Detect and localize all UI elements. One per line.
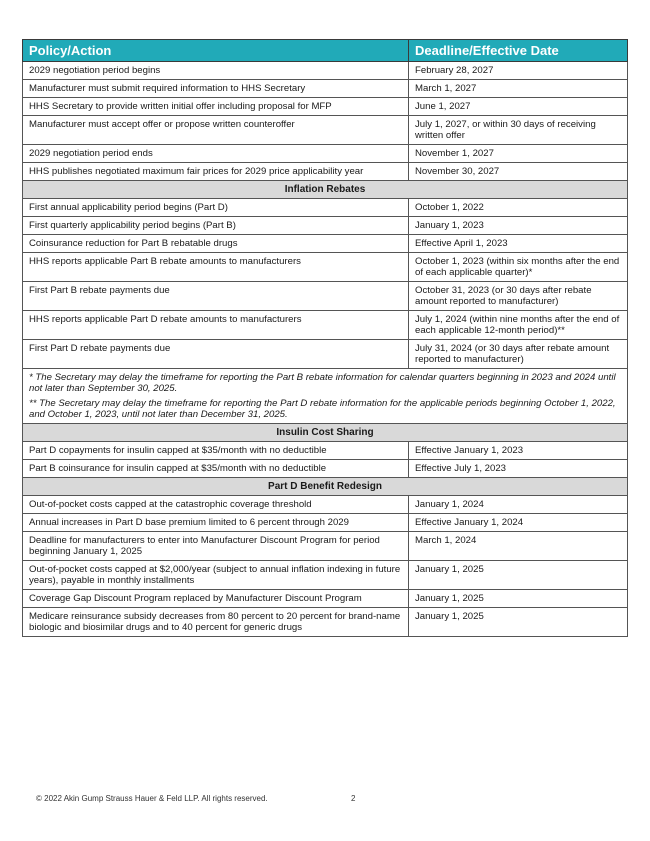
- policy-cell: Out-of-pocket costs capped at $2,000/year (subject to annual inflation indexing in future years), payable in monthly installments: [23, 561, 409, 590]
- table-row: [23, 340, 628, 369]
- table-row: [23, 608, 628, 637]
- table-row: [23, 217, 628, 235]
- table-row: [23, 460, 628, 478]
- date-cell: November 30, 2027: [409, 163, 628, 181]
- policy-cell: First annual applicability period begins (Part D): [23, 199, 409, 217]
- table-row: [23, 199, 628, 217]
- footnote-part-b: * The Secretary may delay the timeframe for reporting the Part B rebate information for calendar quarters beginning in 2023 and 2024 until not later than September 30, 2025.: [29, 372, 616, 394]
- date-cell: June 1, 2027: [409, 98, 628, 116]
- footnote-row: [23, 369, 628, 424]
- date-cell: January 1, 2023: [409, 217, 628, 235]
- date-cell: July 31, 2024 (or 30 days after rebate amount reported to manufacturer): [409, 340, 628, 369]
- date-cell: July 1, 2024 (within nine months after the end of each applicable 12-month period)**: [409, 311, 628, 340]
- page-number: 2: [351, 794, 356, 803]
- footnote-cell: [23, 369, 628, 424]
- date-cell: Effective January 1, 2023: [409, 442, 628, 460]
- policy-cell: HHS publishes negotiated maximum fair prices for 2029 price applicability year: [23, 163, 409, 181]
- table-row: [23, 116, 628, 145]
- section-title-part-d-benefit-redesign: Part D Benefit Redesign: [23, 478, 628, 496]
- policy-cell: 2029 negotiation period begins: [23, 62, 409, 80]
- policy-cell: HHS Secretary to provide written initial offer including proposal for MFP: [23, 98, 409, 116]
- policy-cell: HHS reports applicable Part B rebate amounts to manufacturers: [23, 253, 409, 282]
- policy-cell: First Part B rebate payments due: [23, 282, 409, 311]
- section-title-inflation-rebates: Inflation Rebates: [23, 181, 628, 199]
- table-row: [23, 235, 628, 253]
- date-cell: Effective July 1, 2023: [409, 460, 628, 478]
- section-header-row: [23, 424, 628, 442]
- date-cell: October 1, 2022: [409, 199, 628, 217]
- date-cell: Effective April 1, 2023: [409, 235, 628, 253]
- footer-copyright: © 2022 Akin Gump Strauss Hauer & Feld LLP. All rights reserved.: [36, 794, 268, 803]
- header-policy-action: Policy/Action: [23, 40, 409, 62]
- table-row: [23, 282, 628, 311]
- table-row: [23, 442, 628, 460]
- policy-cell: Manufacturer must submit required information to HHS Secretary: [23, 80, 409, 98]
- policy-cell: Medicare reinsurance subsidy decreases from 80 percent to 20 percent for brand-name biologic and biosimilar drugs and to 40 percent for generic drugs: [23, 608, 409, 637]
- policy-cell: Coinsurance reduction for Part B rebatable drugs: [23, 235, 409, 253]
- section-title-insulin-cost-sharing: Insulin Cost Sharing: [23, 424, 628, 442]
- date-cell: January 1, 2024: [409, 496, 628, 514]
- table-row: [23, 80, 628, 98]
- date-cell: October 1, 2023 (within six months after the end of each applicable quarter)*: [409, 253, 628, 282]
- policy-deadline-table: [22, 39, 628, 637]
- policy-cell: Part D copayments for insulin capped at $35/month with no deductible: [23, 442, 409, 460]
- table-row: [23, 98, 628, 116]
- date-cell: January 1, 2025: [409, 561, 628, 590]
- table-row: [23, 514, 628, 532]
- policy-cell: First quarterly applicability period begins (Part B): [23, 217, 409, 235]
- policy-cell: 2029 negotiation period ends: [23, 145, 409, 163]
- policy-cell: Coverage Gap Discount Program replaced by Manufacturer Discount Program: [23, 590, 409, 608]
- footnote-part-d: ** The Secretary may delay the timeframe for reporting the Part D rebate information for the applicable periods beginning October 1, 2022, and October 1, 2023, until not later than December 31, 2025.: [29, 398, 616, 420]
- date-cell: October 31, 2023 (or 30 days after rebate amount reported to manufacturer): [409, 282, 628, 311]
- policy-cell: Part B coinsurance for insulin capped at $35/month with no deductible: [23, 460, 409, 478]
- policy-cell: Deadline for manufacturers to enter into Manufacturer Discount Program for period beginning January 1, 2025: [23, 532, 409, 561]
- date-cell: February 28, 2027: [409, 62, 628, 80]
- table-row: [23, 62, 628, 80]
- date-cell: July 1, 2027, or within 30 days of receiving written offer: [409, 116, 628, 145]
- policy-cell: First Part D rebate payments due: [23, 340, 409, 369]
- date-cell: November 1, 2027: [409, 145, 628, 163]
- table-row: [23, 561, 628, 590]
- table-header-row: [23, 40, 628, 62]
- table-row: [23, 532, 628, 561]
- table-row: [23, 253, 628, 282]
- section-header-row: [23, 181, 628, 199]
- date-cell: January 1, 2025: [409, 590, 628, 608]
- section-header-row: [23, 478, 628, 496]
- table-row: [23, 311, 628, 340]
- table-row: [23, 145, 628, 163]
- date-cell: March 1, 2024: [409, 532, 628, 561]
- policy-cell: Out-of-pocket costs capped at the catastrophic coverage threshold: [23, 496, 409, 514]
- header-deadline: Deadline/Effective Date: [409, 40, 628, 62]
- policy-cell: HHS reports applicable Part D rebate amounts to manufacturers: [23, 311, 409, 340]
- date-cell: January 1, 2025: [409, 608, 628, 637]
- date-cell: March 1, 2027: [409, 80, 628, 98]
- policy-cell: Manufacturer must accept offer or propose written counteroffer: [23, 116, 409, 145]
- table-row: [23, 590, 628, 608]
- policy-cell: Annual increases in Part D base premium limited to 6 percent through 2029: [23, 514, 409, 532]
- table-row: [23, 163, 628, 181]
- table-row: [23, 496, 628, 514]
- date-cell: Effective January 1, 2024: [409, 514, 628, 532]
